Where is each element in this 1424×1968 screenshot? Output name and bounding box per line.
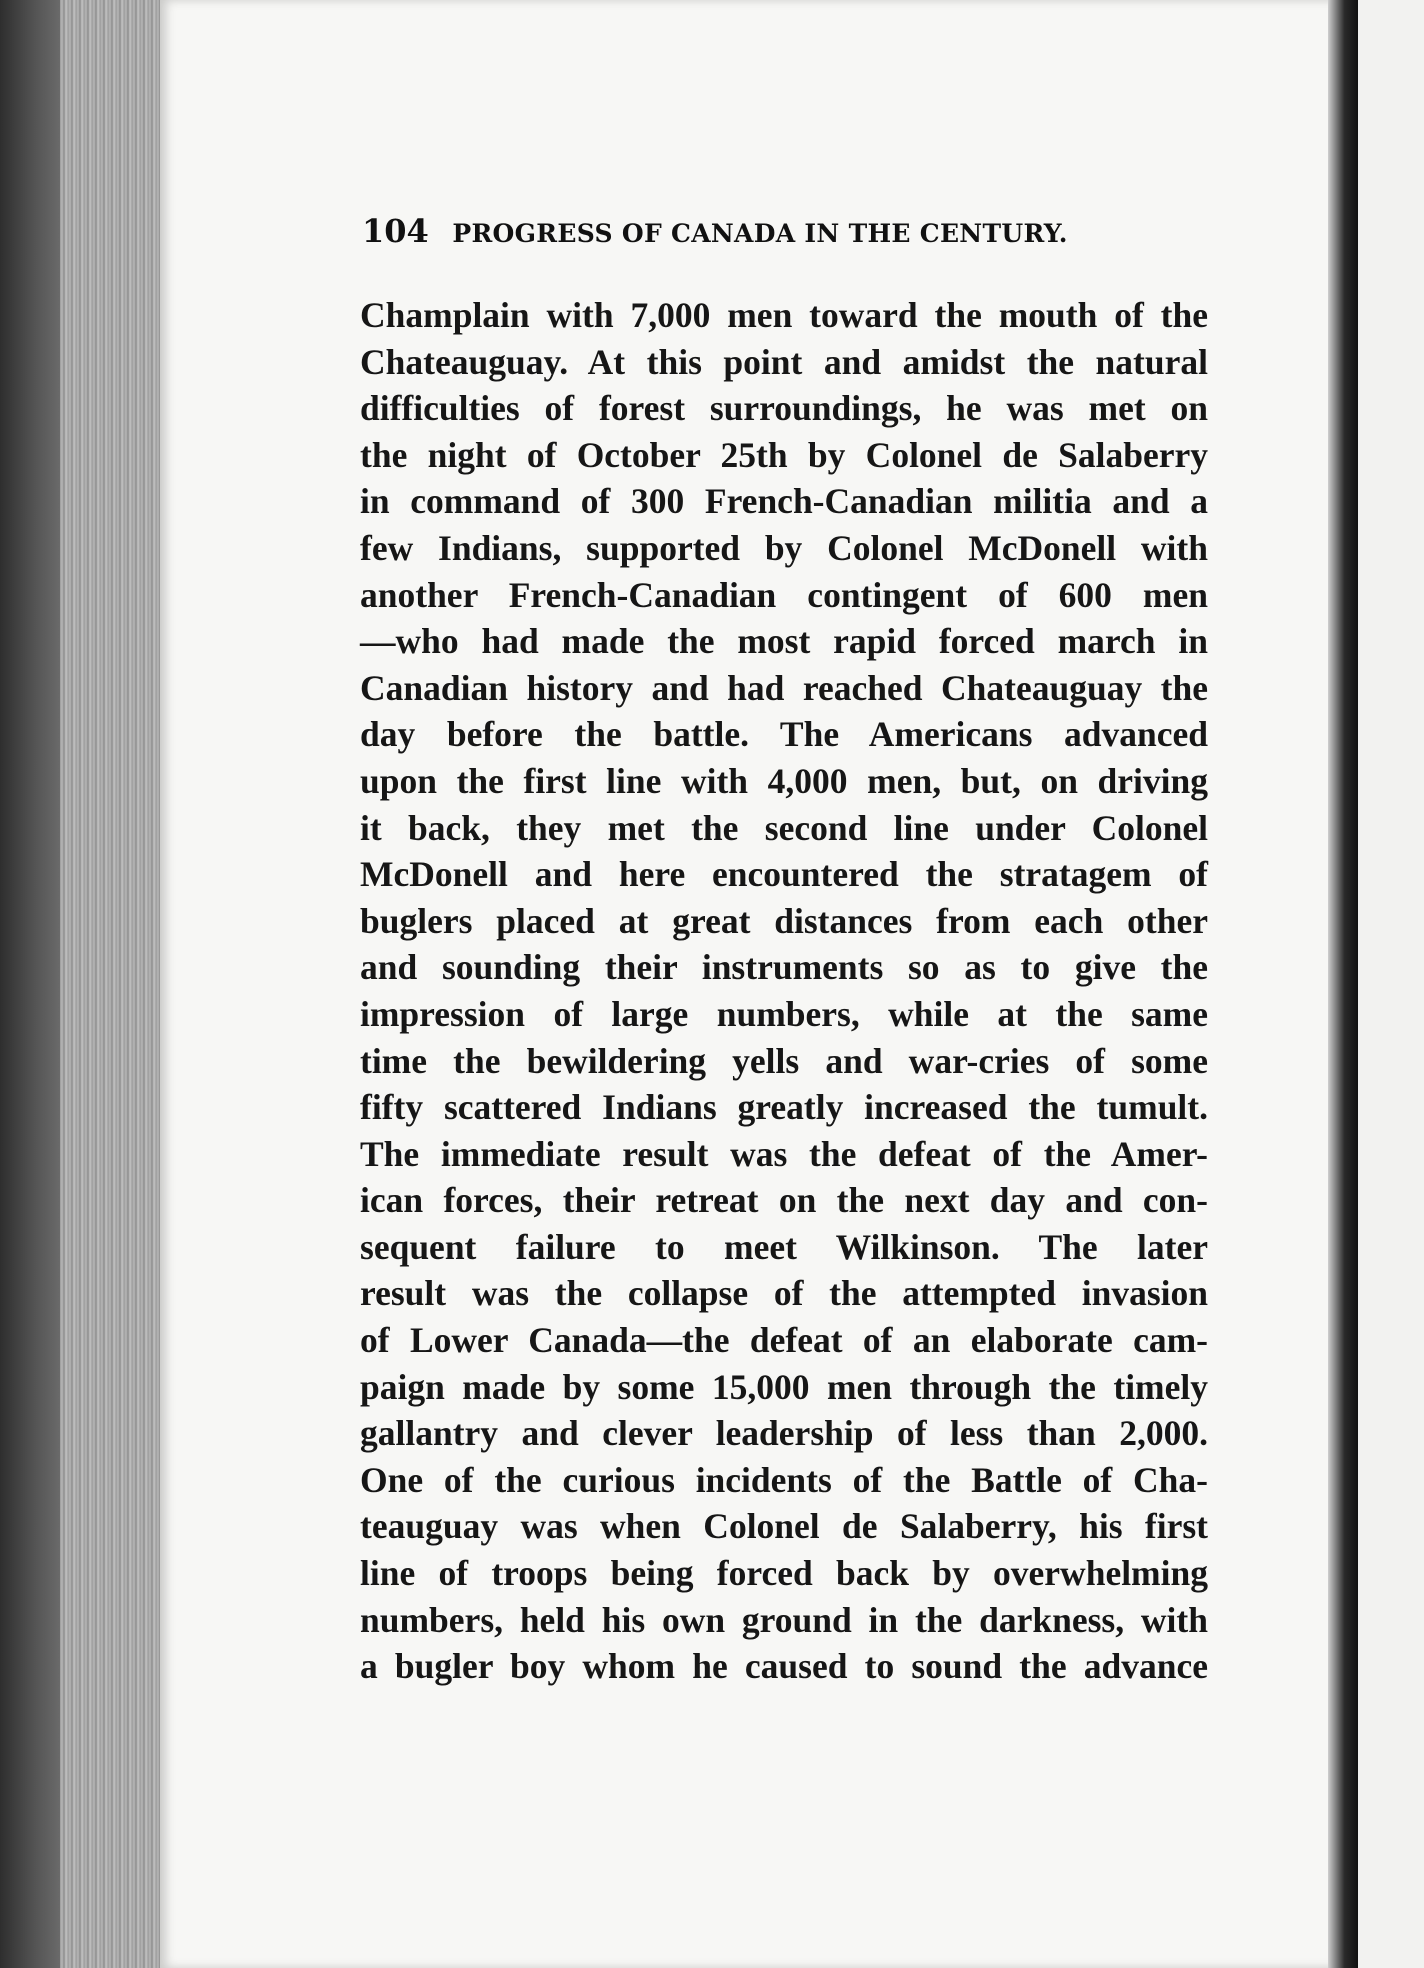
text-line: Champlain with 7,000 men toward the mouth of the xyxy=(360,295,1208,335)
facing-page-edge xyxy=(1358,0,1424,1968)
facing-page-marks xyxy=(1412,1320,1424,1362)
text-line: Canadian history and had reached Chateauguay the xyxy=(360,667,1208,708)
text-line: it back, they met the second line under Colonel xyxy=(360,807,1208,848)
text-line: another French-Canadian contingent of 600 men xyxy=(360,574,1208,615)
text-line: The immediate result was the defeat of the Amer- xyxy=(360,1133,1208,1174)
body-text xyxy=(360,292,1208,1690)
book-gutter-shadow xyxy=(1328,0,1358,1968)
text-line: impression of large numbers, while at the same xyxy=(360,993,1208,1034)
text-line: day before the battle. The Americans advanced xyxy=(360,714,1208,755)
text-line: McDonell and here encountered the stratagem of xyxy=(360,854,1208,895)
text-line: of Lower Canada—the defeat of an elaborate cam- xyxy=(360,1320,1208,1361)
text-line: the night of October 25th by Colonel de Salaberry xyxy=(360,434,1208,475)
text-line: time the bewildering yells and war-cries of some xyxy=(360,1040,1208,1081)
book-cover-edge xyxy=(0,0,60,1968)
text-line: and sounding their instruments so as to give the xyxy=(360,947,1208,988)
text-line: ican forces, their retreat on the next day and con- xyxy=(360,1180,1208,1221)
text-line: upon the first line with 4,000 men, but, on driving xyxy=(360,760,1208,801)
text-line: a bugler boy whom he caused to sound the advance xyxy=(360,1646,1208,1687)
text-line: difficulties of forest surroundings, he was met on xyxy=(360,388,1208,429)
text-line: few Indians, supported by Colonel McDonell with xyxy=(360,527,1208,568)
page-number: 104 xyxy=(362,212,429,250)
page-stack-edge xyxy=(60,0,165,1968)
text-line: One of the curious incidents of the Battle of Cha- xyxy=(360,1459,1208,1500)
text-line: fifty scattered Indians greatly increased the tumult. xyxy=(360,1087,1208,1128)
running-title: PROGRESS OF CANADA IN THE CENTURY. xyxy=(452,219,1068,248)
text-line: buglers placed at great distances from each other xyxy=(360,900,1208,941)
text-line: Chateauguay. At this point and amidst the natural xyxy=(360,341,1208,382)
text-line: result was the collapse of the attempted invasion xyxy=(360,1273,1208,1314)
text-line: sequent failure to meet Wilkinson. The later xyxy=(360,1226,1208,1267)
text-line: teauguay was when Colonel de Salaberry, his first xyxy=(360,1506,1208,1547)
text-line: gallantry and clever leadership of less than 2,000. xyxy=(360,1413,1208,1454)
text-line: line of troops being forced back by overwhelming xyxy=(360,1553,1208,1594)
text-line: numbers, held his own ground in the darkness, with xyxy=(360,1599,1208,1640)
text-line: paign made by some 15,000 men through the timely xyxy=(360,1366,1208,1407)
text-line: —who had made the most rapid forced march in xyxy=(360,621,1208,662)
text-line: in command of 300 French-Canadian militia and a xyxy=(360,481,1208,522)
running-header xyxy=(362,212,1202,250)
